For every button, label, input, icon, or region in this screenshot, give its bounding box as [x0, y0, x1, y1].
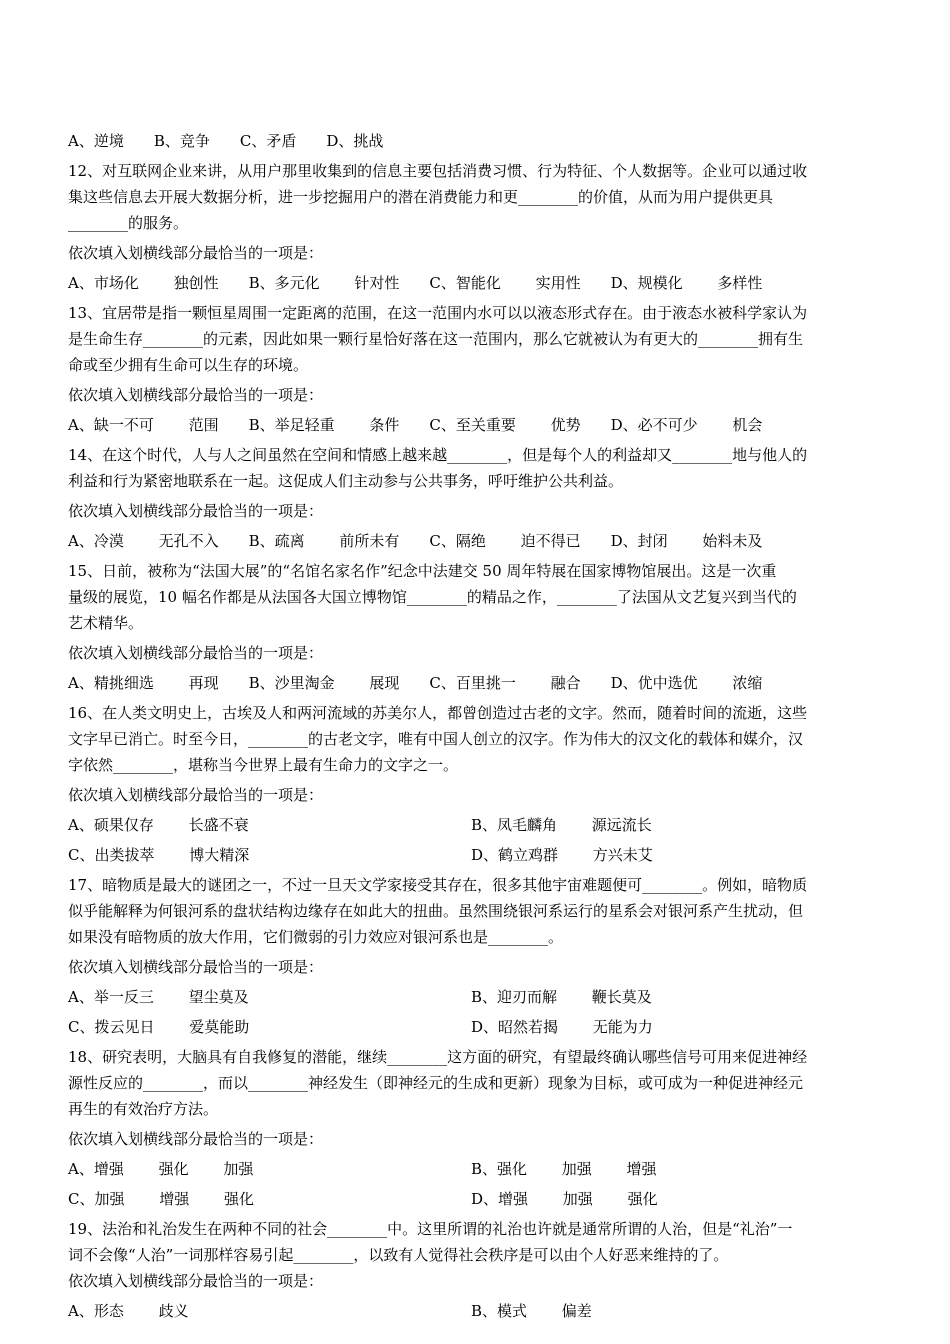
- option-c: C、出类拔萃 博大精深: [68, 846, 250, 864]
- options-line: A、精挑细选 再现 B、沙里淘金 展现 C、百里挑一 融合 D、优中选优 浓缩: [68, 674, 763, 692]
- question-stem-line: 是生命生存________的元素，因此如果一颗行星恰好落在这一范围内，那么它就被认为有更大的________拥有生: [68, 330, 804, 348]
- options-line: A、冷漠 无孔不入 B、疏离 前所未有 C、隔绝 迫不得已 D、封闭 始料未及: [68, 532, 763, 550]
- question-stem-line: 18、研究表明，大脑具有自我修复的潜能，继续________这方面的研究，有望最终确认哪些信号可用来促进神经: [68, 1048, 808, 1066]
- question-prompt: 依次填入划横线部分最恰当的一项是：: [68, 502, 324, 520]
- q11-options: A、逆境 B、竞争 C、矛盾 D、挑战: [68, 132, 384, 150]
- question-stem-line: 15、日前，被称为“法国大展”的“名馆名家名作”纪念中法建交 50 周年特展在国家博物馆展出。这是一次重: [68, 562, 777, 580]
- option-c: C、拨云见日 爱莫能助: [68, 1018, 250, 1036]
- question-18: [68, 1044, 888, 1212]
- options-row: [68, 842, 888, 868]
- question-prompt: 依次填入划横线部分最恰当的一项是：: [68, 244, 324, 262]
- question-stem-line: 文字早已消亡。时至今日，________的古老文字，唯有中国人创立的汉字。作为伟大的汉文化的载体和媒介，汉: [68, 730, 804, 748]
- question-12: [68, 158, 888, 296]
- options-row: [68, 1298, 888, 1324]
- option-a: A、增强 强化 加强: [68, 1160, 254, 1178]
- question-16: [68, 700, 888, 868]
- question-prompt: 依次填入划横线部分最恰当的一项是：: [68, 1130, 324, 1148]
- options-row: [68, 984, 888, 1010]
- option-b: B、迎刃而解 鞭长莫及: [471, 988, 652, 1006]
- question-stem-line: 集这些信息去开展大数据分析，进一步挖掘用户的潜在消费能力和更________的价值，从而为用户提供更具: [68, 188, 774, 206]
- option-a: A、举一反三 望尘莫及: [68, 988, 249, 1006]
- question-stem-line: 如果没有暗物质的放大作用，它们微弱的引力效应对银河系也是________。: [68, 928, 564, 946]
- question-stem-line: 艺术精华。: [68, 614, 144, 632]
- question-prompt: 依次填入划横线部分最恰当的一项是：: [68, 386, 324, 404]
- question-stem-line: 13、宜居带是指一颗恒星周围一定距离的范围，在这一范围内水可以以液态形式存在。由于液态水被科学家认为: [68, 304, 808, 322]
- option-b: B、模式 偏差: [471, 1302, 592, 1320]
- options-row: [68, 1156, 888, 1182]
- question-13: [68, 300, 888, 438]
- question-stem-line: 19、法治和礼治发生在两种不同的社会________中。这里所谓的礼治也许就是通常所谓的人治，但是“礼治”一: [68, 1220, 793, 1238]
- question-19: [68, 1216, 888, 1324]
- question-stem-line: ________的服务。: [68, 214, 189, 232]
- exam-page: [68, 128, 888, 1324]
- question-stem-line: 12、对互联网企业来讲，从用户那里收集到的信息主要包括消费习惯、行为特征、个人数据等。企业可以通过收: [68, 162, 808, 180]
- option-c: C、加强 增强 强化: [68, 1190, 255, 1208]
- question-stem-line: 词不会像“人治”一词那样容易引起________，以致有人觉得社会秩序是可以由个人好恶来维持的了。: [68, 1246, 729, 1264]
- question-stem-line: 似乎能解释为何银河系的盘状结构边缘存在如此大的扭曲。虽然围绕银河系运行的星系会对银河系产生扰动，但: [68, 902, 804, 920]
- question-prompt: 依次填入划横线部分最恰当的一项是：: [68, 958, 324, 976]
- option-d: D、增强 加强 强化: [471, 1190, 658, 1208]
- question-stem-line: 字依然________，堪称当今世界上最有生命力的文字之一。: [68, 756, 459, 774]
- question-stem-line: 17、暗物质是最大的谜团之一，不过一旦天文学家接受其存在，很多其他宇宙难题便可________。例如，暗物质: [68, 876, 808, 894]
- question-15: [68, 558, 888, 696]
- option-d: D、昭然若揭 无能为力: [471, 1018, 653, 1036]
- option-b: B、凤毛麟角 源远流长: [471, 816, 652, 834]
- question-stem-line: 命或至少拥有生命可以生存的环境。: [68, 356, 309, 374]
- question-prompt: 依次填入划横线部分最恰当的一项是：: [68, 1272, 324, 1290]
- question-stem-line: 14、在这个时代，人与人之间虽然在空间和情感上越来越________，但是每个人的利益却又________地与他人的: [68, 446, 808, 464]
- options-row: [68, 1186, 888, 1212]
- option-d: D、鹤立鸡群 方兴未艾: [471, 846, 653, 864]
- options-row: [68, 812, 888, 838]
- question-prompt: 依次填入划横线部分最恰当的一项是：: [68, 644, 324, 662]
- option-a: A、硕果仅存 长盛不衰: [68, 816, 249, 834]
- question-14: [68, 442, 888, 554]
- question-stem-line: 源性反应的________，而以________神经发生（即神经元的生成和更新）现象为目标，或可成为一种促进神经元: [68, 1074, 804, 1092]
- question-stem-line: 利益和行为紧密地联系在一起。这促成人们主动参与公共事务，呼吁维护公共利益。: [68, 472, 624, 490]
- options-line: A、缺一不可 范围 B、举足轻重 条件 C、至关重要 优势 D、必不可少 机会: [68, 416, 763, 434]
- question-stem-line: 量级的展览，10 幅名作都是从法国各大国立博物馆________的精品之作，________了法国从文艺复兴到当代的: [68, 588, 797, 606]
- question-stem-line: 16、在人类文明史上，古埃及人和两河流域的苏美尔人，都曾创造过古老的文字。然而，随着时间的流逝，这些: [68, 704, 808, 722]
- question-17: [68, 872, 888, 1040]
- options-row: [68, 1014, 888, 1040]
- question-prompt: 依次填入划横线部分最恰当的一项是：: [68, 786, 324, 804]
- option-a: A、形态 歧义: [68, 1302, 189, 1320]
- option-b: B、强化 加强 增强: [471, 1160, 657, 1178]
- question-stem-line: 再生的有效治疗方法。: [68, 1100, 219, 1118]
- options-line: A、市场化 独创性 B、多元化 针对性 C、智能化 实用性 D、规模化 多样性: [68, 274, 763, 292]
